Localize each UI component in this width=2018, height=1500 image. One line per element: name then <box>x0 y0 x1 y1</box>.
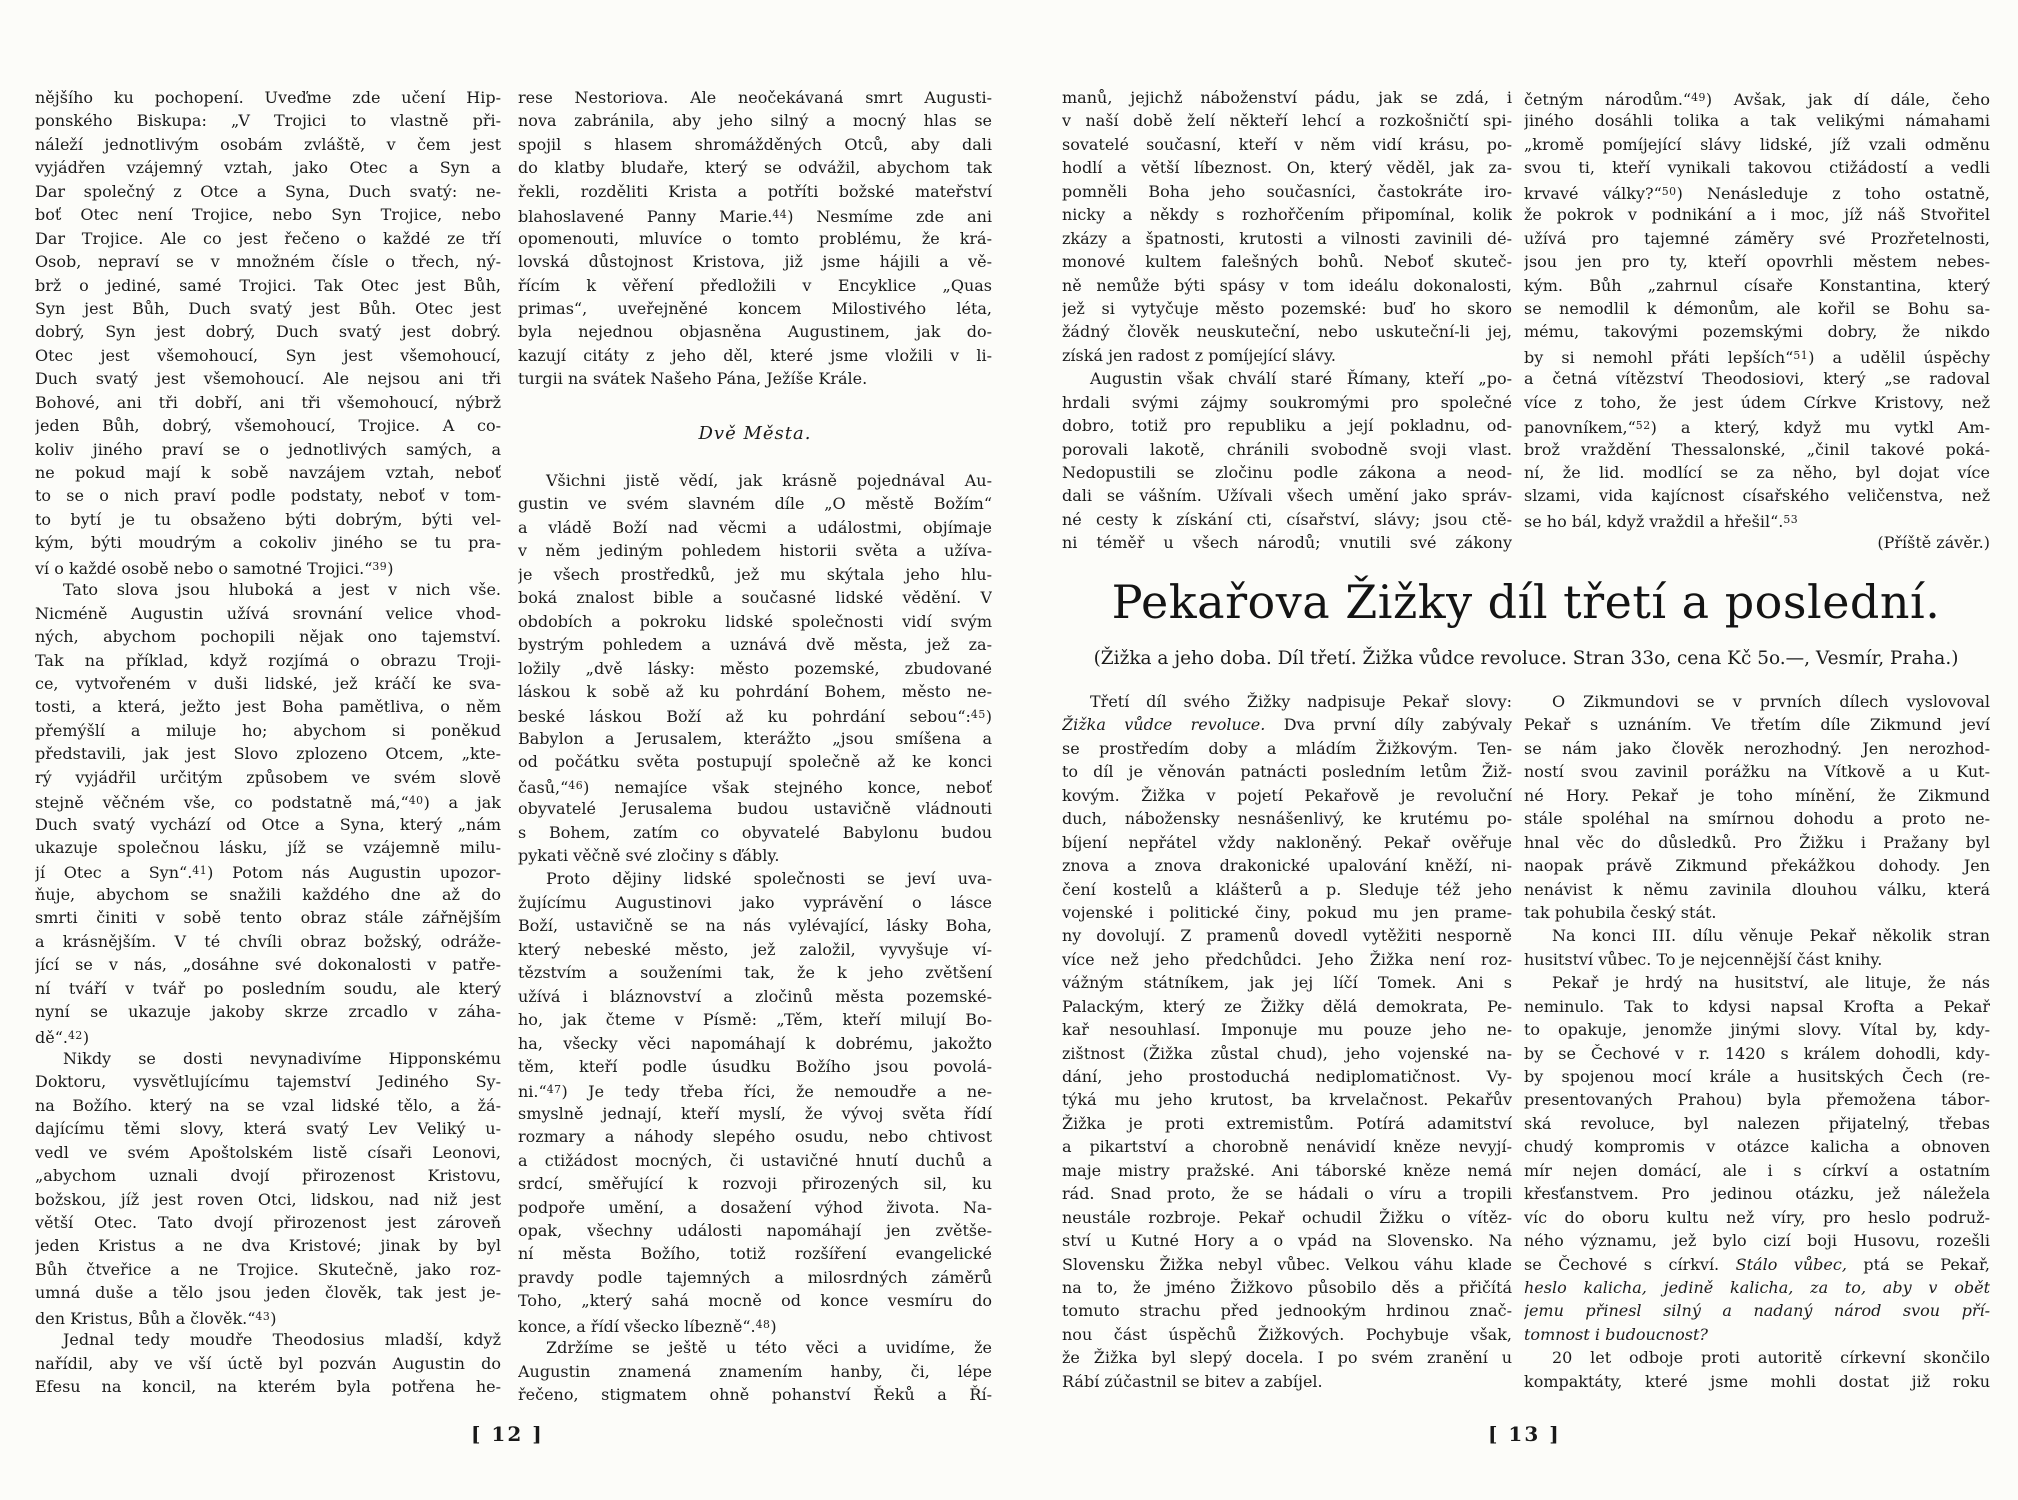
text-line: blahoslavené Panny Marie.$^{44}$) Nesmíme zde ani <box>518 207 992 227</box>
text-line: ní tváří v tvář po posledním soudu, ale který <box>35 978 501 998</box>
text-line: boť Otec není Trojice, nebo Syn Trojice, nebo <box>35 205 501 225</box>
text-line: krvavé války?“$^{50}$) Nenásleduje z toho ostatně, <box>1524 183 1990 203</box>
text-line: užívá i bláznovství a zločinů města pozemské- <box>518 986 992 1006</box>
text-line: spojil s hlasem shromážděných Otců, aby dali <box>518 134 992 154</box>
text-line: dali se vášním. Užívali všech umění jako správ- <box>1062 486 1512 506</box>
page12-column-1 <box>35 86 501 1399</box>
text-line: brž o jediné, samé Trojici. Tak Otec jest Bůh, <box>35 275 501 295</box>
text-line: „abychom uznali dvojí přirozenost Kristovu, <box>35 1166 501 1186</box>
text-line: to bytí je tu obsaženo býti dobrým, býti vel- <box>35 509 501 529</box>
text-line: mír nejen domácí, ale i s církví a ostatním <box>1524 1160 1990 1180</box>
text-line: že Žižka byl slepý docela. I po svém zranění u <box>1062 1348 1512 1368</box>
text-line: ného významu, jež bylo cizí boji Husovu, rozešli <box>1524 1231 1990 1251</box>
text-line: tězstvím a souženími tak, že k jeho zvětšení <box>518 963 992 983</box>
text-line: panovníkem,“$^{52}$) a který, když mu vytkl Am- <box>1524 418 1990 438</box>
text-line: Pekař je hrdý na husitství, ale lituje, že nás <box>1552 973 1990 993</box>
text-line: ponského Biskupa: „V Trojici to vlastně při- <box>35 111 501 131</box>
text-line: četným národům.“$^{49}$) Avšak, jak dí dále, čeho <box>1524 90 1990 110</box>
text-line: dobro, totiž pro republiku a její pokladnu, od- <box>1062 416 1512 436</box>
text-line: ni.“$^{47}$) Je tedy třeba říci, že nemoudře a ne- <box>518 1082 992 1102</box>
text-line: víc do oboru kultu než víry, pro heslo podruž- <box>1524 1207 1990 1227</box>
text-line: a ctižádost mocných, či ustavičné hnutí duchů a <box>518 1150 992 1170</box>
text-line: Augustin však chválí staré Římany, kteří „po- <box>1090 369 1512 389</box>
text-line: jež si vytyčuje město pozemské: buď ho skoro <box>1062 298 1512 318</box>
text-line: gustin ve svém slavném díle „O městě Božím“ <box>518 494 992 514</box>
text-line: jí Otec a Syn“.$^{41}$) Potom nás Augustin upozor- <box>35 863 501 883</box>
text-line: jsou jen pro ty, kteří opovrhli městem nebes- <box>1524 252 1990 272</box>
text-line: lovská důstojnost Kristova, již jsme hájili a vě- <box>518 252 992 272</box>
text-line: v něm jediným pohledem historii světa a užíva- <box>518 541 992 561</box>
text-line: tosti, a která, ježto jest Boha pamětliva, o něm <box>35 697 501 717</box>
text-line: láskou k sobě až ku pohrdání Bohem, město ne- <box>518 681 992 701</box>
text-line: neustále rozbroje. Pekař ochudil Žižku o vítěz- <box>1062 1207 1512 1227</box>
text-line: se nám jako člověk nerozhodný. Jen nerozhod- <box>1524 738 1990 758</box>
text-line: od počátku světa postupují společně až ke konci <box>518 752 992 772</box>
text-line: řečeno, stigmatem ohně pohanství Řeků a Ří- <box>518 1385 992 1405</box>
text-line: Zdržíme se ještě u této věci a uvidíme, že <box>546 1338 992 1358</box>
text-line: primas“, uveřejněné koncem Milostivého léta, <box>518 298 992 318</box>
text-line: ní města Božího, totiž rozšíření evangelické <box>518 1244 992 1264</box>
text-line: smyslně jednají, kteří myslí, že vývoj světa řídí <box>518 1103 992 1123</box>
text-line: heslo kalicha, jedině kalicha, za to, aby v obět <box>1524 1277 1990 1297</box>
text-line: větší Otec. Tato dvojí přirozenost jest zároveň <box>35 1213 501 1232</box>
text-line: nějšího ku pochopení. Uveďme zde učení Hip- <box>35 88 501 107</box>
article-column-right <box>1524 690 1990 1393</box>
page-number-13: [ 13 ] <box>1488 1422 1561 1446</box>
text-line: dajícímu těmi slovy, která svatý Lev Veliký u- <box>35 1119 501 1139</box>
text-line: presentovaných Prahou) byla přemožena tábor- <box>1524 1090 1990 1110</box>
text-line: turgii na svátek Našeho Pána, Ježíše Krále. <box>518 369 868 389</box>
text-line: monové kultem falešných bohů. Neboť skuteč- <box>1062 252 1512 272</box>
text-line: Duch svatý vychází od Otce a Syna, který „nám <box>35 814 501 834</box>
text-line: mému, takovými pozemskými dobry, že nikdo <box>1524 322 1990 342</box>
text-line: manů, jejichž náboženství pádu, jak se zdá, i <box>1062 88 1512 107</box>
text-line: Bůh čtveřice a ne Trojice. Skutečně, jako roz- <box>35 1259 501 1279</box>
text-line: tak pohubila český stát. <box>1524 902 1717 922</box>
text-line: opak, všechny události napomáhají jen zvětše- <box>518 1221 992 1240</box>
text-line: vedl ve svém Apoštolském listě císaři Leonovi, <box>35 1142 501 1162</box>
text-line: hodlí a větší líbeznost. On, který věděl, jak za- <box>1062 158 1512 178</box>
text-line: ňuje, abychom se snažili každého dne až do <box>35 884 501 904</box>
text-line: Tak na příklad, když rozjímá o obrazu Troji- <box>35 650 501 670</box>
text-line: Jednal tedy moudře Theodosius mladší, když <box>63 1330 501 1350</box>
text-line: srdcí, směřující k rozvoji přirozených sil, ku <box>518 1174 992 1194</box>
text-line: v naší době želí někteří lehcí a rozkošničtí spi- <box>1062 111 1512 131</box>
text-line: O Zikmundovi se v prvních dílech vyslovoval <box>1552 692 1990 711</box>
text-line: neminulo. Tak to kdysi napsal Krofta a Pekař <box>1524 996 1990 1016</box>
text-line: božskou, jíž jest roven Otci, lidskou, nad niž jest <box>35 1189 501 1209</box>
text-line: smrti činiti v sobě tento obraz stále zářnějším <box>35 908 501 928</box>
text-line: a četná vítězství Theodosiovi, který „se radoval <box>1524 369 1990 389</box>
text-line: Nedopustili se zločinu podle zákona a neod- <box>1062 463 1512 482</box>
text-line: porovali lakotě, chránili svobodně svoji vlast. <box>1062 439 1512 459</box>
text-line: Tato slova jsou hluboká a jest v nich vše. <box>63 580 501 600</box>
text-line: Dar Trojice. Ale co jest řečeno o každé ze tří <box>35 228 501 248</box>
text-line: jemu přinesl silný a nadaný národ svou pří- <box>1524 1301 1990 1321</box>
text-line: bíjení nepřátel vždy nakloněný. Pekař ověřuje <box>1062 832 1512 852</box>
text-line: Babylon a Jerusalem, kterážto „jsou smíšena a <box>518 728 992 748</box>
page13-column-1-top <box>1062 86 1512 555</box>
text-line: jící se v nás, „dosáhne své dokonalosti v patře- <box>35 955 501 975</box>
text-line: ní, že lid. modlící se za něho, byl dojat více <box>1524 463 1990 482</box>
text-line: řícím k věření předložili v Encyklice „Quas <box>518 275 992 295</box>
text-line: kovým. Žižka v pojetí Pekařově je revoluční <box>1062 785 1512 805</box>
text-line: né Hory. Pekař je toho mínění, že Zikmund <box>1524 785 1990 805</box>
text-line: kým, býti moudrým a cokoliv jiného se tu pra- <box>35 533 501 553</box>
text-line: se prostředím doby a mládím Žižkovým. Ten- <box>1062 738 1512 758</box>
text-line: Pekař s uznáním. Ve třetím díle Zikmund jeví <box>1524 715 1990 735</box>
text-line: ni téměř u všech národů; vnutili své zákony <box>1062 533 1512 553</box>
text-line: rese Nestoriova. Ale neočekávaná smrt Augusti- <box>518 88 992 107</box>
text-line: koliv jiného praví se o jednotlivých samých, a <box>35 439 501 459</box>
text-line: přemýšlí a miluje ho; abychom si poněkud <box>35 720 501 740</box>
text-line: beské láskou Boží až ku pohrdání sebou“:$^{45}$) <box>518 707 992 727</box>
article-column-left <box>1062 690 1512 1393</box>
text-line: a pikartství a chorobně nenávidí kněze nevyjí- <box>1062 1137 1512 1157</box>
text-line: kař nesouhlasí. Imponuje mu pouze jeho ne- <box>1062 1020 1512 1040</box>
text-line: „kromě pomíjející slávy lidské, jíž vzali odměnu <box>1524 134 1990 154</box>
text-line: chudý kompromis v otázce kalicha a obnoven <box>1524 1137 1990 1157</box>
text-line: na to, že jméno Žižkovo působilo děs a přičítá <box>1062 1277 1512 1297</box>
text-line: Všichni jistě vědí, jak krásně pojednával Au- <box>546 471 992 490</box>
text-line: tomuto strachu před jednookým hrdinou znač- <box>1062 1301 1512 1321</box>
text-line: ložily „dvě lásky: město pozemské, zbudované <box>518 658 992 678</box>
text-line: jeden Kristus a ne dva Kristové; jinak by byl <box>35 1236 501 1256</box>
text-line: hrdali svými zájmy soukromými pro společné <box>1062 392 1512 412</box>
section-heading-dve-mesta: Dvě Města. <box>698 423 812 444</box>
text-line: né cesty k získání cti, císařství, slávy; jsou ctě- <box>1062 509 1512 529</box>
text-line: tomnost i budoucnost? <box>1524 1324 1708 1344</box>
text-line: Rábí zúčastnil se bitev a zabíjel. <box>1062 1371 1323 1391</box>
text-line: ností svou zavinil porážku na Vítkově a u Kut- <box>1524 762 1990 782</box>
text-line: nou část úspěchů Žižkových. Pochybuje však, <box>1062 1324 1512 1344</box>
text-line: s Bohem, zatím co obyvatelé Babylonu budou <box>518 822 992 842</box>
text-line: pravdy podle tajemných a milosrdných záměrů <box>518 1267 992 1287</box>
text-line: sovatelé současní, kteří v něm vidí krásu, po- <box>1062 134 1512 154</box>
text-line: dobrý, Syn jest dobrý, Duch svatý jest dobrý. <box>35 322 501 342</box>
text-line: Osob, nepraví se v množném čísle o třech, ný- <box>35 252 501 272</box>
text-line: zištnost (Žižka zůstal chud), jeho vojenské na- <box>1062 1043 1512 1063</box>
text-line: by se Čechové v r. 1420 s králem dohodli, kdy- <box>1524 1043 1990 1063</box>
text-line: bystrým pohledem a uznává dvě města, jež za- <box>518 635 992 655</box>
text-line: dě“.$^{42}$) <box>35 1027 90 1047</box>
text-line: náleží jednotlivým osobám zvláště, v čem jest <box>35 134 501 154</box>
text-line: stále spoléhal na smírnou dohodu a proto ne- <box>1524 809 1990 829</box>
text-line: více než jeho předchůdci. Jeho Žižka není roz- <box>1062 949 1512 969</box>
text-line: představili, jak jest Slovo zplozeno Otcem, „kte- <box>35 744 501 764</box>
text-line: 20 let odboje proti autoritě církevní skončilo <box>1552 1348 1990 1368</box>
text-line: Duch svatý jest všemohoucí. Ale nejsou ani tři <box>35 369 501 389</box>
text-line: nařídil, aby ve vší úctě byl pozván Augustin do <box>35 1353 501 1373</box>
text-line: maje mistry pražské. Ani táborské kněze nemá <box>1062 1160 1512 1180</box>
text-line: brož vraždění Thessalonské, „činil takové poká- <box>1524 439 1990 459</box>
text-line: Otec jest všemohoucí, Syn jest všemohoucí, <box>35 345 501 365</box>
text-line: pykati věčně své zločiny s ďábly. <box>518 846 780 865</box>
text-line: dání, jeho prostoduchá nediplomatičnost. Vy- <box>1062 1067 1512 1086</box>
text-line: zkázy a špatnosti, krutosti a vilnosti zavinili dé- <box>1062 228 1512 248</box>
text-line: a krásnějším. V té chvíli obraz božský, odráže- <box>35 931 501 951</box>
text-line: Bohové, ani tři dobří, ani tři všemohoucí, nýbrž <box>35 392 501 412</box>
text-line: Efesu na koncil, na kterém byla potřena he- <box>35 1377 501 1397</box>
text-line: obdobích a pokroku lidské společnosti vidí svým <box>518 611 992 631</box>
text-line: se nemodlil k démonům, ale kořil se Bohu sa- <box>1524 298 1990 318</box>
text-line: duch, nábožensky nesnášenlivý, ke krutému po- <box>1062 809 1512 829</box>
text-line: Na konci III. dílu věnuje Pekař několik stran <box>1552 926 1990 946</box>
page12-column-2-bottom <box>518 469 992 1407</box>
text-line: Proto dějiny lidské společnosti se jeví uva- <box>546 869 992 889</box>
text-line: který nebeské město, jež založil, vyvyšuje ví- <box>518 939 992 959</box>
text-line: Žižka je proti extremistům. Potírá adamitství <box>1062 1113 1512 1133</box>
text-line: slzami, vida kajícnost císařského veličenstva, než <box>1524 486 1990 506</box>
text-line: hnal věc do důsledků. Pro Žižku i Pražany byl <box>1524 832 1990 852</box>
text-line: obyvatelé Jerusalema budou ustavičně vládnouti <box>518 799 992 819</box>
text-line: umná duše a tělo jsou jeden člověk, tak jest je- <box>35 1283 501 1303</box>
text-line: konce, a řídí všecko líbezně“.$^{48}$) <box>518 1316 777 1336</box>
text-line: Doktoru, vysvětlujícímu tajemství Jediného Sy- <box>35 1072 501 1092</box>
text-line: žujícímu Augustinovi jako vyprávění o lásce <box>518 892 992 912</box>
text-line: Nicméně Augustin užívá srovnání velice vhod- <box>35 603 501 623</box>
text-line: boká znalost bible a současné lidské vědění. V <box>518 588 992 608</box>
text-line: užívá pro tajemné záměry své Prozřetelnosti, <box>1524 228 1990 248</box>
text-line: na Božího. který na se vzal lidské tělo, a žá- <box>35 1095 501 1115</box>
text-line: čení kostelů a klášterů a p. Sleduje též jeho <box>1062 879 1512 899</box>
text-line: kazují citáty z jeho děl, které jsme vložili v li- <box>518 345 992 365</box>
text-line: ny dovolují. Z pramenů dovedl vytěžiti nesporně <box>1062 926 1512 946</box>
text-line: Palackým, který ze Žižky dělá demokrata, Pe- <box>1062 996 1512 1016</box>
text-line: pomněli Boha jeho současníci, častokráte iro- <box>1062 181 1512 201</box>
text-line: kým. Bůh „zahrnul císaře Konstantina, který <box>1524 275 1990 295</box>
text-line: týká mu jeho krutost, ba krvelačnost. Pekařův <box>1062 1090 1512 1110</box>
text-line: Slovensku Žižka nebyl vůbec. Velkou váhu klade <box>1062 1254 1512 1274</box>
text-line: Syn jest Bůh, Duch svatý jest Bůh. Otec jest <box>35 298 501 318</box>
text-line: stejně věčném vše, co podstatně má,“$^{40}$) a jak <box>35 793 501 813</box>
text-line: více z toho, že jest údem Církve Kristovy, než <box>1524 392 1990 412</box>
text-line: křesťanstvem. Pro jedinou otázku, jež náležela <box>1524 1184 1990 1204</box>
article-title: Pekařova Žižky díl třetí a poslední. <box>1111 575 1941 629</box>
text-line: se Čechové s církví. Stálo vůbec, ptá se Pekař, <box>1524 1254 1990 1274</box>
text-line: husitství vůbec. To je nejcennější část knihy. <box>1524 949 1883 969</box>
text-line: ví o každé osobě nebo o samotné Trojici.“$^{39}$) <box>35 558 394 578</box>
article-subtitle: (Žižka a jeho doba. Díl třetí. Žižka vůdce revoluce. Stran 33o, cena Kč 5o.—, Vesmír, Praha.) <box>1093 648 1959 669</box>
text-line: by si nemohl přáti lepších“$^{51}$) a udělil úspěchy <box>1524 347 1990 367</box>
text-line: Nikdy se dosti nevynadivíme Hipponskému <box>63 1048 501 1068</box>
text-line: ne pokud mají k sobě navzájem vztah, neboť <box>35 463 501 482</box>
text-line: Boží, ustavičně se na nás vylévající, lásky Boha, <box>518 916 992 936</box>
text-line: ho, jak čteme v Písmě: „Těm, kteří milují Bo- <box>518 1010 992 1030</box>
text-line: to díl je věnován patnácti posledním letům Žiž- <box>1062 762 1512 782</box>
text-line: nicky a někdy s rozhořčením připomínal, kolik <box>1062 205 1512 225</box>
text-line: vyjádřen vzájemný vztah, jako Otec a Syn a <box>35 158 501 178</box>
text-line: Toho, „který sahá mocně od konce vesmíru do <box>518 1291 992 1311</box>
text-line: je všech prostředků, jež mu skýtala jeho hlu- <box>518 564 992 584</box>
text-line: že pokrok v podnikání a i moc, jíž náš Stvořitel <box>1524 205 1990 225</box>
text-line: jiného dosáhli tolika a tak velikými námahami <box>1524 111 1990 131</box>
text-line: těm, kteří podle úsudku Božího jsou povolá- <box>518 1056 992 1076</box>
text-line: do klatby bludaře, který se odvážil, abychom tak <box>518 158 992 178</box>
text-line: jeden Bůh, dobrý, všemohoucí, Trojice. A co- <box>35 416 501 436</box>
text-line: získá jen radost z pomíjející slávy. <box>1062 345 1336 365</box>
text-line: to opakuje, jenomže jinými slovy. Vítal by, kdy- <box>1524 1020 1990 1040</box>
page13-column-2-top <box>1524 86 1990 555</box>
text-line: ská revoluce, byl nalezen přijatelný, třebas <box>1524 1113 1990 1133</box>
text-line: vojenské i politické činy, pokud mu jen prame- <box>1062 902 1512 922</box>
text-line: nova zabránila, aby jeho silný a mocný hlas se <box>518 111 992 131</box>
text-line: by spojenou mocí krále a husitských Čech (re- <box>1524 1067 1990 1086</box>
text-line: se ho bál, když vraždil a hřešil“.$^{53}$ <box>1524 512 1799 531</box>
text-line: to se o nich praví podle podstaty, neboť v tom- <box>35 486 501 506</box>
text-line: vážným státníkem, jak jej líčí Tomek. Ani s <box>1062 973 1512 993</box>
text-line: řekli, rozděliti Krista a potříti božské mateřství <box>518 181 992 201</box>
text-line: nyní se ukazuje jakoby skrze zrcadlo v záha- <box>35 1002 501 1022</box>
text-line: časů,“$^{46}$) nemajíce však stejného konce, neboť <box>518 777 992 797</box>
text-line: Žižka vůdce revoluce. Dva první díly zabývaly <box>1062 715 1512 735</box>
text-line: Augustin znamená znamením hanby, či, lépe <box>518 1361 992 1381</box>
text-line: den Kristus, Bůh a člověk.“$^{43}$) <box>35 1308 277 1328</box>
text-line: rozmary a náhody slepého osudu, nebo chtivost <box>518 1127 992 1147</box>
text-line: (Příště závěr.) <box>1877 533 1990 553</box>
text-line: ce, vytvořeném v duši lidské, jež kráčí ke sva- <box>35 673 501 693</box>
text-line: ukazuje společnou lásku, jíž se vzájemně milu- <box>35 838 501 857</box>
text-line: podpoře umění, a dosažení výhod života. Na- <box>518 1197 992 1217</box>
text-line: svou ti, kteří vynikali takovou ctižádostí a vedli <box>1524 158 1990 178</box>
text-line: znova a znova drakonické upalování kněží, ni- <box>1062 856 1512 876</box>
text-line: ha, všecky věci napomáhají k dobrému, jakožto <box>518 1033 992 1053</box>
text-line: rý vyjádřil určitým způsobem ve svém slově <box>35 767 501 787</box>
text-line: žádný člověk neuskuteční, nebo uskuteční-li jej, <box>1062 322 1512 342</box>
text-line: a vládě Boží nad věcmi a událostmi, objímaje <box>518 517 992 537</box>
text-line: ství u Kutné Hory a o vpád na Slovensko. Na <box>1062 1231 1512 1251</box>
text-line: rád. Snad proto, že se hádali o víru a tropili <box>1062 1184 1512 1204</box>
text-line: nenávist k němu zavinila dlouhou válku, která <box>1524 879 1990 899</box>
text-line: ně nemůže býti spásy v tom ideálu dokonalosti, <box>1062 275 1512 295</box>
text-line: naopak právě Zikmund překážkou dohody. Jen <box>1524 856 1990 876</box>
text-line: Třetí díl svého Žižky nadpisuje Pekař slovy: <box>1090 692 1512 711</box>
text-line: byla nejednou objasněna Augustinem, jak do- <box>518 322 992 342</box>
text-line: kompaktáty, které jsme mohli dostat již roku <box>1524 1371 1990 1391</box>
text-line: opomenouti, mluvíce o tomto problému, že krá- <box>518 228 992 248</box>
page-number-12: [ 12 ] <box>471 1422 544 1446</box>
page12-column-2-top <box>518 86 992 391</box>
text-line: ných, abychom pochopili nějak ono tajemství. <box>35 627 501 647</box>
text-line: Dar společný z Otce a Syna, Duch svatý: ne- <box>35 181 501 201</box>
